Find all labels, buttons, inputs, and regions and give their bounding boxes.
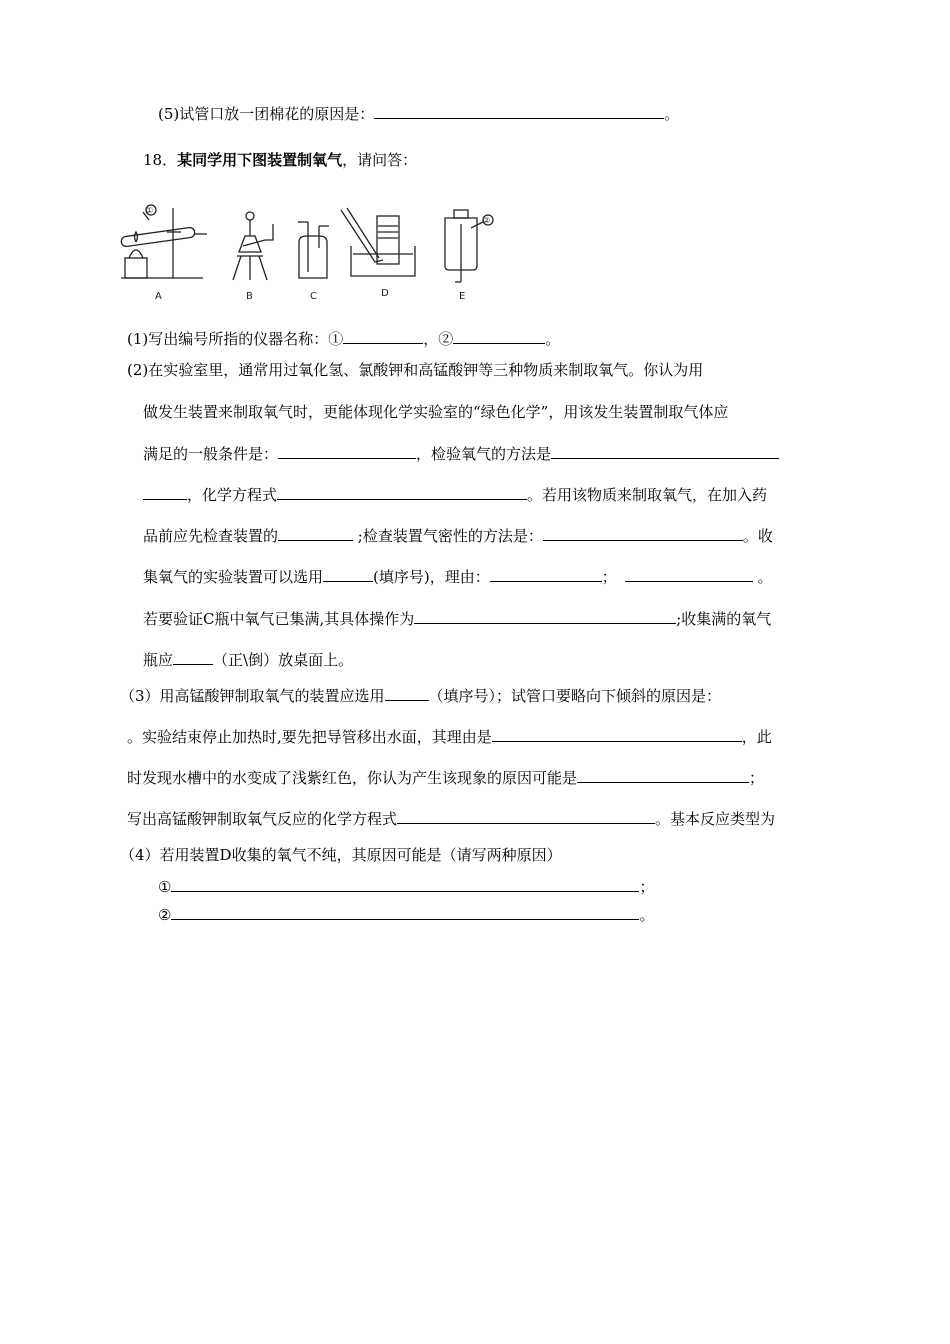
q18-2-line-3 [143,443,779,464]
q18-3-l2-text-a: 。实验结束停止加热时,要先把导管移出水面，其理由是 [127,728,492,746]
q18-2-blank-test-method[interactable] [551,443,779,459]
q17-5-line [158,103,679,124]
q18-2-l7-text-b: ;收集满的氧气 [676,610,772,628]
q18-title-bold: 某同学用下图装置制氧气 [177,151,343,169]
q18-3-l1-text-b: （填序号）；试管口要略向下倾斜的原因是： [428,687,722,705]
q18-2-blank-test-method-cont[interactable] [143,484,187,500]
q18-4-blank-2[interactable] [171,904,639,920]
q18-2-l5-text-b: ;检查装置气密性的方法是： [353,527,543,545]
q18-2-blank-reason-2[interactable] [625,566,753,582]
fig-label-b: B [246,291,253,302]
apparatus-figure [115,202,505,304]
q18-3-line-4 [127,808,775,829]
q18-2-blank-check[interactable] [278,525,353,541]
q18-1-blank-1[interactable] [343,328,423,344]
q17-5-end: 。 [664,105,680,123]
fig-marker-1: ① [146,206,154,215]
q18-3-blank-purple-cause[interactable] [577,767,749,783]
q18-4-marker-2: ② [158,906,172,924]
q18-2-line-7 [143,608,771,629]
q18-3-line-3 [127,767,764,788]
q18-2-blank-airtight-method[interactable] [543,525,743,541]
q18-2-l5-text-c: 。收 [742,527,773,545]
q18-3-l3-text-a: 时发现水槽中的水变成了浅紫红色，你认为产生该现象的原因可能是 [127,769,578,787]
q18-4-line-1: （4）若用装置D收集的氧气不纯，其原因可能是（请写两种原因） [120,846,562,864]
q18-4-line-3 [158,904,654,925]
q18-2-l4-text-b: 。若用该物质来制取氧气，在加入药 [527,486,768,504]
q18-2-l8-text-a: 瓶应 [143,651,174,669]
q18-2-l6-text-a: 集氧气的实验装置可以选用 [143,568,324,586]
q18-2-line-6 [143,566,773,587]
fig-marker-2: ② [483,216,491,225]
q18-2-l8-text-b: （正\倒）放桌面上。 [213,651,354,669]
q18-title-rest: ，请问答： [342,151,418,169]
q17-5-text: (5)试管口放一团棉花的原因是： [158,105,375,123]
q18-title [143,150,417,170]
q18-4-end-2: 。 [639,906,655,924]
q18-2-l3-text-a: 满足的一般条件是： [143,445,279,463]
q18-2-l6-text-d: 。 [752,568,773,586]
q18-3-blank-device[interactable] [385,685,429,701]
q17-5-blank[interactable] [374,103,664,119]
fig-label-d: D [381,288,389,299]
q18-3-l4-text-b: 。基本反应类型为 [655,810,776,828]
q18-2-line-5 [143,525,773,546]
q18-3-l1-text-a: （3）用高锰酸钾制取氧气的装置应选用 [120,687,385,705]
q18-2-line-8 [143,649,353,670]
fig-label-a: A [155,291,162,302]
q18-3-l2-text-b: ，此 [741,728,772,746]
q18-2-line-4 [143,484,767,505]
q18-number: 18． [143,151,178,169]
q18-2-blank-verify-full[interactable] [414,608,676,624]
apparatus-d [341,208,415,276]
q18-2-l5-text-a: 品前应先检查装置的 [143,527,279,545]
q18-2-l6-text-c: ； [601,568,617,586]
q18-3-line-2 [127,726,772,747]
q18-2-blank-reason-1[interactable] [490,566,602,582]
apparatus-b [233,212,273,280]
q18-4-end-1: ； [639,878,655,896]
apparatus-a [121,205,207,278]
q18-3-l3-text-b: ； [749,769,765,787]
q18-3-blank-equation[interactable] [397,808,655,824]
q18-2-l6-text-b: (填序号)，理由： [373,568,490,586]
q18-1-line [127,328,560,349]
q18-3-blank-reason[interactable] [492,726,742,742]
q18-2-blank-orientation[interactable] [173,649,213,665]
q18-2-blank-condition[interactable] [278,443,416,459]
q18-2-blank-equation[interactable] [277,484,527,500]
q18-1-end: 。 [545,330,561,348]
q18-2-l7-text-a: 若要验证C瓶中氧气已集满,其具体操作为 [143,610,415,628]
q18-2-l3-text-b: ，检验氧气的方法是 [416,445,552,463]
q18-4-line-2 [158,876,654,897]
q18-1-text: (1)写出编号所指的仪器名称：① [127,330,344,348]
q18-2-line-2: 做发生装置来制取氧气时，更能体现化学实验室的“绿色化学”，用该发生装置制取气体应 [143,403,729,421]
fig-label-e: E [459,291,466,302]
q18-3-l4-text-a: 写出高锰酸钾制取氧气反应的化学方程式 [127,810,398,828]
q18-3-line-1 [120,685,721,706]
q18-2-blank-collect-device[interactable] [323,566,373,582]
q18-1-sep: ，② [423,330,454,348]
apparatus-c [298,222,329,278]
fig-label-c: C [310,291,317,302]
q18-2-line-1: (2)在实验室里，通常用过氧化氢、氯酸钾和高锰酸钾等三种物质来制取氧气。你认为用 [127,361,704,379]
q18-2-l4-text-a: ，化学方程式 [187,486,278,504]
q18-4-marker-1: ① [158,878,172,896]
q18-1-blank-2[interactable] [453,328,545,344]
q18-4-blank-1[interactable] [171,876,639,892]
